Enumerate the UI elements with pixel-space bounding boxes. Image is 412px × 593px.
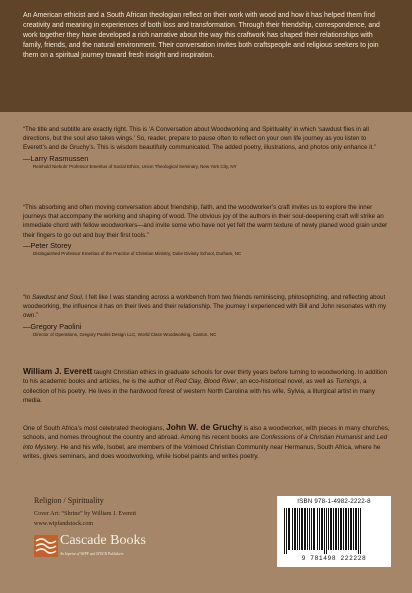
quote-part: “In <box>23 294 32 301</box>
barcode-bar <box>299 508 300 550</box>
barcode-bar <box>307 508 308 550</box>
endorsement-quote <box>23 293 391 321</box>
barcode-bar <box>330 508 332 550</box>
bio-text: , an eco-historical novel, as well as <box>236 378 336 386</box>
barcode-bar <box>355 508 357 550</box>
barcode-bar <box>297 508 298 550</box>
endorser-name: —Gregory Paolini <box>23 321 82 331</box>
barcode-bar <box>304 508 306 550</box>
barcode-bar <box>324 508 325 554</box>
barcode-bar <box>360 508 361 554</box>
author-bio-everett <box>23 367 391 405</box>
cover-art-credit: Cover Art: “Shrine” by William J. Everett <box>34 511 137 517</box>
endorser-name: —Larry Rasmussen <box>23 153 89 163</box>
bio-text: . He and his wife, Isobel, are members of the Volmoed Christian Community near Hermanus, South Africa, where he writes, gives seminars, and does woodworking, while Isobel paints and writes poetry. <box>23 443 381 460</box>
isbn-label: ISBN 978-1-4982-2222-8 <box>297 498 371 505</box>
barcode-bar <box>333 508 334 550</box>
bio-text: and <box>362 434 377 442</box>
endorsement-quote: “This absorbing and often moving conversation about friendship, faith, and the woodworker’s craft invites us to explore the inner journeys that accompany the working and shaping of wood. The obvious joy of the authors in their soul-deepening craft will strike an immediate chord with fellow woodworkers—and invite some who have not yet felt the warm texture of newly planed wood grain under their fingers to go out and buy their first tools.” <box>23 204 388 239</box>
endorser-title: Reinhold Niebuhr Professor Emeritus of Social Ethics, Union Theological Seminary, New York City, NY <box>33 163 237 169</box>
book-title-italic: Sawdust and Soul <box>31 294 82 301</box>
endorsement-quote: “The title and subtitle are exactly right. This is ‘A Conversation about Woodworking and Spirituality’ in which ‘sawdust flies in all directions, but the soul also takes wings.’ So, reader, prepare to pause often to reflect on your own life journey as you listen to Everett’s and de Gruchy’s. This is wisdom beautifully communicated. The added poetry, illustrations, and photos only enhance it.” <box>23 126 376 152</box>
barcode-bars <box>282 508 386 554</box>
bio-text: taught Christian ethics in graduate schools for over thirty years before turning to woodworking. In addition to his academic books and articles, he is the author of <box>23 369 387 386</box>
barcode-bar <box>301 508 303 550</box>
barcode-bar <box>328 508 329 550</box>
author-name: William J. Everett <box>23 366 93 376</box>
endorser-name: —Peter Storey <box>23 240 72 250</box>
bio-text: , a collection of his poetry. He lives in the hardwood forest of western North Carolina with his wife, Sylvia, a liturgical artist in many media. <box>23 378 375 404</box>
barcode-bar <box>292 508 293 550</box>
quote-part: , I felt like I was standing across a workbench from two friends reminiscing, philosophizing, and reflecting about woodworking, the influence it has on their lives and their relationship. The journey I experienced with Bill and John resonates with my own.” <box>23 294 387 320</box>
barcode-bar <box>348 508 349 550</box>
book-title-italic: Turnings <box>335 378 360 386</box>
barcode-bar <box>284 508 285 554</box>
barcode-bar <box>326 508 327 554</box>
barcode-bar <box>338 508 339 550</box>
barcode-bar <box>335 508 337 550</box>
barcode-digits: 9 781498 222228 <box>301 555 367 562</box>
endorsement-paolini <box>23 293 391 338</box>
barcode-bar <box>353 508 354 550</box>
barcode-bar <box>294 508 296 550</box>
publisher-name: Cascade Books <box>60 533 146 548</box>
author-name: John W. de Gruchy <box>166 422 242 432</box>
book-description: An American ethicist and a South African theologian reflect on their work with wood and how it has helped them find creativity and meaning in experiences of both loss and transformation. Through their friendship, correspondence, and work together they have developed a rich narrative about the way this craftwork has shaped their relationships with family, friends, and the natural environment. Their conversation invites both craftspeople and religious seekers to join them on a spiritual journey toward fresh insight and inspiration. <box>23 12 380 60</box>
endorser-title: Director of Operations, Gregory Paolini Design LLC, World Class Woodworking, Canton, NC <box>33 331 217 337</box>
publisher-website[interactable]: www.wipfandstock.com <box>34 521 94 527</box>
category-label: Religion / Spirituality <box>34 496 104 505</box>
endorsement-storey <box>23 203 391 257</box>
barcode-bar <box>358 508 359 554</box>
barcode-bar <box>286 508 287 554</box>
barcode-bar <box>319 508 320 550</box>
barcode-bar <box>321 508 323 550</box>
isbn-barcode <box>277 496 391 567</box>
book-title-italic: Led into Mystery <box>23 434 388 451</box>
publisher-tagline: An Imprint of WIPF and STOCK Publishers <box>60 552 124 556</box>
endorser-title: Distinguished Professor Emeritus of the Practice of Christian Ministry, Duke Divinity School, Durham, NC <box>33 250 242 256</box>
barcode-bar <box>317 508 318 550</box>
barcode-bar <box>288 508 290 550</box>
endorsement-rasmussen <box>23 125 391 170</box>
barcode-bar <box>343 508 344 550</box>
book-title-italic: Confessions of a Christian Humanist <box>260 434 363 442</box>
bio-text: One of South Africa’s most celebrated theologians, <box>23 425 167 432</box>
barcode-bar <box>340 508 342 550</box>
barcode-bar <box>350 508 352 550</box>
barcode-bar <box>345 508 347 550</box>
barcode-bar <box>311 508 312 550</box>
cascade-logo-icon <box>34 535 58 557</box>
bio-text: is also a woodworker, with pieces in many churches, schools, and homes throughout the country and abroad. Among his recent books are <box>23 425 390 442</box>
author-bio-de-gruchy <box>23 423 391 461</box>
barcode-bar <box>313 508 315 550</box>
barcode-bar <box>309 508 310 550</box>
publisher-logo <box>34 533 162 565</box>
book-title-italic: Red Clay, Blood River <box>174 378 237 386</box>
